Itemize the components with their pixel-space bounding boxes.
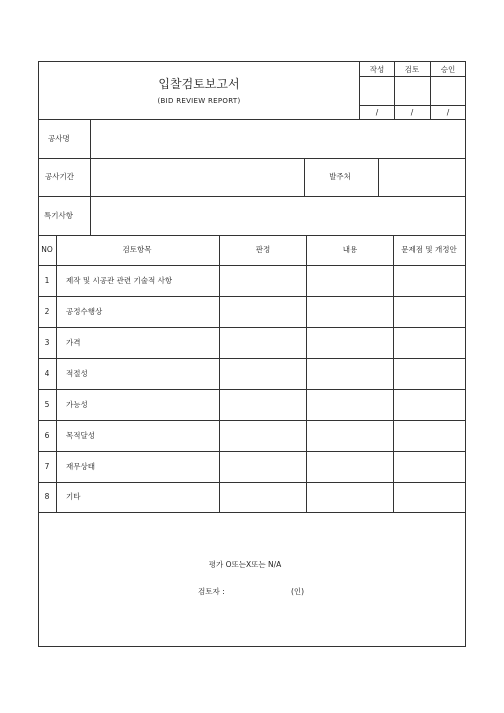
table-row-divider <box>39 296 466 297</box>
row-review-item: 기타 <box>66 492 81 501</box>
row-number: 7 <box>44 462 50 471</box>
seal-mark: (인) <box>291 587 305 596</box>
section-divider <box>39 158 466 159</box>
row-number: 1 <box>44 276 50 285</box>
col-header-no: NO <box>41 245 53 254</box>
section-divider <box>39 119 466 120</box>
col-header-review-item: 검토항목 <box>122 245 152 254</box>
construction-period-label: 공사기간 <box>45 172 74 181</box>
table-row-divider <box>39 265 466 266</box>
table-col-divider <box>306 235 307 512</box>
row-review-item: 제작 및 시공관 관련 기술적 사항 <box>66 276 173 285</box>
table-row-divider <box>39 327 466 328</box>
document-title: 입찰검토보고서 <box>158 77 240 91</box>
project-name-label: 공사명 <box>48 134 70 143</box>
table-row-divider <box>39 512 466 513</box>
table-col-divider <box>393 235 394 512</box>
row-number: 6 <box>44 431 50 440</box>
row-review-item: 목적달성 <box>66 431 95 440</box>
row-number: 4 <box>44 369 50 378</box>
label-divider <box>90 119 91 235</box>
approval-divider <box>359 62 360 119</box>
client-label: 발주처 <box>329 172 351 181</box>
approval-divider <box>430 62 431 119</box>
section-divider <box>39 235 466 236</box>
row-number: 5 <box>44 400 50 409</box>
approval-date-review: / <box>410 108 414 117</box>
approval-header-author: 작성 <box>369 65 385 74</box>
col-header-issues: 문제점 및 개정안 <box>401 245 457 254</box>
table-col-divider <box>219 235 220 512</box>
table-row-divider <box>39 358 466 359</box>
table-row-divider <box>39 420 466 421</box>
col-header-content: 내용 <box>342 245 358 254</box>
approval-header-approve: 승인 <box>440 65 456 74</box>
special-notes-label: 특기사항 <box>44 211 73 220</box>
row-review-item: 재무상태 <box>66 462 95 471</box>
bid-review-form <box>38 61 466 647</box>
section-divider <box>39 196 466 197</box>
approval-divider <box>359 76 466 77</box>
reviewer-label: 검토자 : <box>198 587 225 596</box>
row-number: 8 <box>44 492 50 501</box>
row-review-item: 적절성 <box>66 369 88 378</box>
approval-date-author: / <box>375 108 379 117</box>
evaluation-note: 평가 O또는X또는 N/A <box>208 560 282 569</box>
label-divider <box>378 158 379 196</box>
document-subtitle: (BID REVIEW REPORT) <box>157 97 241 105</box>
row-number: 3 <box>44 338 50 347</box>
approval-header-review: 검토 <box>404 65 420 74</box>
row-review-item: 가격 <box>66 338 81 347</box>
table-col-divider <box>56 235 57 512</box>
table-row-divider <box>39 482 466 483</box>
row-review-item: 가능성 <box>66 400 88 409</box>
label-divider <box>304 158 305 196</box>
approval-date-approve: / <box>446 108 450 117</box>
table-row-divider <box>39 451 466 452</box>
table-row-divider <box>39 389 466 390</box>
row-review-item: 공정수행상 <box>66 307 103 316</box>
row-number: 2 <box>44 307 50 316</box>
approval-divider <box>359 105 466 106</box>
col-header-judgment: 판정 <box>255 245 271 254</box>
approval-divider <box>394 62 395 119</box>
